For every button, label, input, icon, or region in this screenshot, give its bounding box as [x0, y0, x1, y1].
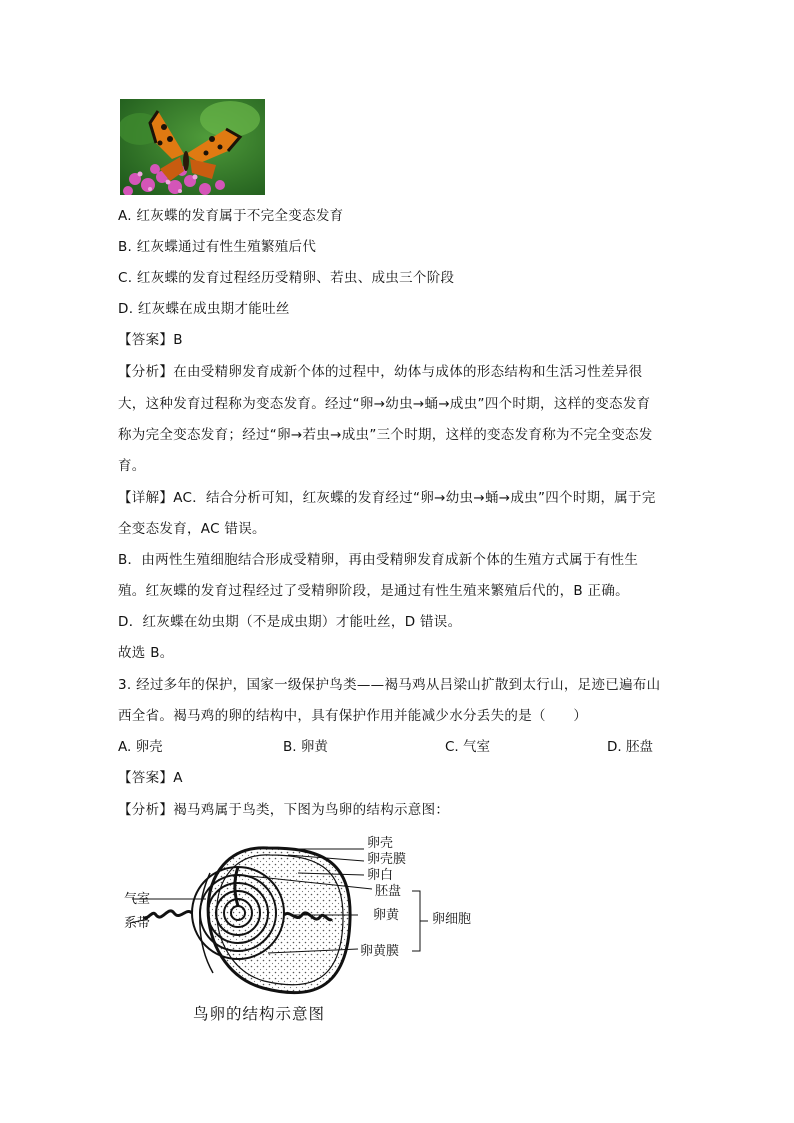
label-shell-membrane: 卵壳膜 — [367, 852, 407, 867]
label-shell: 卵壳 — [367, 836, 394, 851]
q3-option-c: C. 气室 — [445, 739, 491, 755]
q2-detail-line-5: D．红灰蝶在幼虫期（不是成虫期）才能吐丝，D 错误。 — [118, 614, 462, 630]
option-a: A. 红灰蝶的发育属于不完全变态发育 — [118, 208, 344, 224]
q3-answer: 【答案】A — [118, 770, 183, 786]
egg-structure-diagram — [118, 833, 498, 1028]
q2-analysis-line-4: 育。 — [118, 458, 146, 474]
q3-analysis: 【分析】褐马鸡属于鸟类，下图为鸟卵的结构示意图： — [118, 802, 450, 818]
q3-option-a: A. 卵壳 — [118, 739, 163, 755]
q2-analysis-line-1: 【分析】在由受精卵发育成新个体的过程中，幼体与成体的形态结构和生活习性差异很 — [118, 364, 643, 380]
q2-answer: 【答案】B — [118, 332, 183, 348]
q3-stem-line-1: 3. 经过多年的保护，国家一级保护鸟类——褐马鸡从吕梁山扩散到太行山，足迹已遍布山 — [118, 677, 661, 693]
q2-detail-line-1: 【详解】AC．结合分析可知，红灰蝶的发育经过“卵→幼虫→蛹→成虫”四个时期，属于完 — [118, 490, 656, 506]
q2-detail-line-3: B．由两性生殖细胞结合形成受精卵，再由受精卵发育成新个体的生殖方式属于有性生 — [118, 552, 639, 568]
label-chalaza: 系带 — [124, 916, 151, 931]
diagram-caption: 鸟卵的结构示意图 — [193, 1005, 326, 1023]
option-c: C. 红灰蝶的发育过程经历受精卵、若虫、成虫三个阶段 — [118, 270, 455, 286]
option-d: D. 红灰蝶在成虫期才能吐丝 — [118, 301, 290, 317]
q3-option-d: D. 胚盘 — [607, 739, 653, 755]
option-b: B. 红灰蝶通过有性生殖繁殖后代 — [118, 239, 317, 255]
q2-analysis-line-3: 称为完全变态发育；经过“卵→若虫→成虫”三个时期，这样的变态发育称为不完全变态发 — [118, 427, 653, 443]
q2-detail-line-4: 殖。红灰蝶的发育过程经过了受精卵阶段，是通过有性生殖来繁殖后代的，B 正确。 — [118, 583, 629, 599]
label-yolk-membrane: 卵黄膜 — [360, 944, 400, 959]
label-albumen: 卵白 — [367, 868, 394, 883]
q3-stem-line-2: 西全省。褐马鸡的卵的结构中，具有保护作用并能减少水分丢失的是（ ） — [118, 708, 588, 724]
label-egg-cell: 卵细胞 — [432, 912, 472, 927]
label-air-cell: 气室 — [124, 892, 151, 907]
egg-diagram-drawing — [118, 833, 498, 1028]
q3-option-b: B. 卵黄 — [283, 739, 328, 755]
butterfly-photo — [120, 99, 265, 195]
q2-detail-line-6: 故选 B。 — [118, 645, 174, 661]
label-germinal-disc: 胚盘 — [375, 884, 402, 899]
q2-detail-line-2: 全变态发育，AC 错误。 — [118, 521, 266, 537]
q2-analysis-line-2: 大，这种发育过程称为变态发育。经过“卵→幼虫→蛹→成虫”四个时期，这样的变态发育 — [118, 396, 651, 412]
label-yolk: 卵黄 — [373, 908, 400, 923]
